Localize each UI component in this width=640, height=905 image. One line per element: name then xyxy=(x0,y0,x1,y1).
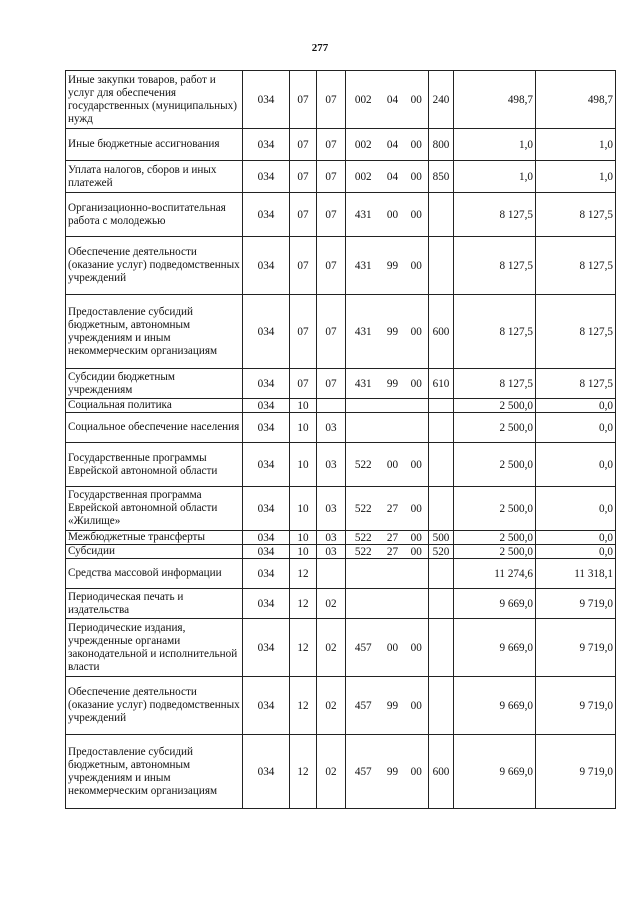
expense-type-code: 800 xyxy=(429,129,454,161)
section-code: 10 xyxy=(290,399,317,413)
row-name: Социальная политика xyxy=(66,399,243,413)
target-article-part xyxy=(381,559,405,589)
sum-year-2: 8 127,5 xyxy=(536,237,616,295)
ministry-code: 034 xyxy=(243,295,290,369)
table-row xyxy=(66,589,616,619)
target-article-part: 00 xyxy=(405,71,429,129)
ministry-code: 034 xyxy=(243,487,290,531)
table-row xyxy=(66,193,616,237)
table-row xyxy=(66,161,616,193)
subsection-code: 07 xyxy=(317,161,346,193)
sum-year-1: 9 669,0 xyxy=(454,619,536,677)
table-row xyxy=(66,545,616,559)
table-row xyxy=(66,413,616,443)
target-article-part xyxy=(346,399,381,413)
sum-year-2: 0,0 xyxy=(536,545,616,559)
target-article-part: 00 xyxy=(381,193,405,237)
budget-table xyxy=(65,70,616,809)
row-name: Организационно-воспитательная работа с молодежью xyxy=(66,193,243,237)
sum-year-2: 1,0 xyxy=(536,129,616,161)
target-article-part: 04 xyxy=(381,161,405,193)
sum-year-2: 498,7 xyxy=(536,71,616,129)
expense-type-code: 500 xyxy=(429,531,454,545)
target-article-part: 04 xyxy=(381,129,405,161)
sum-year-1: 2 500,0 xyxy=(454,399,536,413)
target-article-part: 00 xyxy=(405,237,429,295)
table-row xyxy=(66,399,616,413)
row-name: Государственная программа Еврейской автономной области «Жилище» xyxy=(66,487,243,531)
target-article-part: 002 xyxy=(346,71,381,129)
target-article-part: 00 xyxy=(405,193,429,237)
subsection-code: 02 xyxy=(317,735,346,809)
section-code: 10 xyxy=(290,531,317,545)
sum-year-1: 8 127,5 xyxy=(454,237,536,295)
expense-type-code xyxy=(429,559,454,589)
target-article-part xyxy=(405,559,429,589)
section-code: 12 xyxy=(290,589,317,619)
target-article-part xyxy=(405,589,429,619)
table-row xyxy=(66,237,616,295)
sum-year-1: 9 669,0 xyxy=(454,735,536,809)
sum-year-1: 2 500,0 xyxy=(454,413,536,443)
target-article-part: 99 xyxy=(381,237,405,295)
sum-year-2: 0,0 xyxy=(536,443,616,487)
sum-year-2: 0,0 xyxy=(536,399,616,413)
target-article-part: 522 xyxy=(346,443,381,487)
target-article-part: 00 xyxy=(405,545,429,559)
target-article-part: 522 xyxy=(346,487,381,531)
expense-type-code xyxy=(429,237,454,295)
subsection-code: 03 xyxy=(317,487,346,531)
target-article-part: 00 xyxy=(405,129,429,161)
sum-year-2: 0,0 xyxy=(536,531,616,545)
ministry-code: 034 xyxy=(243,735,290,809)
expense-type-code: 610 xyxy=(429,369,454,399)
sum-year-1: 1,0 xyxy=(454,161,536,193)
sum-year-1: 8 127,5 xyxy=(454,295,536,369)
sum-year-1: 1,0 xyxy=(454,129,536,161)
row-name: Периодические издания, учрежденные органами законодательной и исполнительной власти xyxy=(66,619,243,677)
target-article-part: 27 xyxy=(381,531,405,545)
section-code: 12 xyxy=(290,619,317,677)
section-code: 10 xyxy=(290,545,317,559)
target-article-part: 99 xyxy=(381,677,405,735)
ministry-code: 034 xyxy=(243,161,290,193)
sum-year-2: 9 719,0 xyxy=(536,619,616,677)
target-article-part: 431 xyxy=(346,193,381,237)
page-number: 277 xyxy=(311,42,329,54)
expense-type-code xyxy=(429,619,454,677)
expense-type-code xyxy=(429,399,454,413)
sum-year-2: 0,0 xyxy=(536,487,616,531)
sum-year-1: 2 500,0 xyxy=(454,443,536,487)
row-name: Уплата налогов, сборов и иных платежей xyxy=(66,161,243,193)
target-article-part: 457 xyxy=(346,619,381,677)
expense-type-code xyxy=(429,443,454,487)
target-article-part: 522 xyxy=(346,531,381,545)
target-article-part: 00 xyxy=(405,369,429,399)
row-name: Иные бюджетные ассигнования xyxy=(66,129,243,161)
subsection-code: 02 xyxy=(317,619,346,677)
table-row xyxy=(66,531,616,545)
sum-year-1: 9 669,0 xyxy=(454,589,536,619)
target-article-part: 99 xyxy=(381,369,405,399)
subsection-code: 07 xyxy=(317,369,346,399)
ministry-code: 034 xyxy=(243,193,290,237)
section-code: 07 xyxy=(290,237,317,295)
subsection-code: 03 xyxy=(317,531,346,545)
target-article-part: 431 xyxy=(346,369,381,399)
table-row xyxy=(66,129,616,161)
ministry-code: 034 xyxy=(243,443,290,487)
section-code: 07 xyxy=(290,369,317,399)
subsection-code: 07 xyxy=(317,71,346,129)
subsection-code: 02 xyxy=(317,677,346,735)
sum-year-2: 9 719,0 xyxy=(536,677,616,735)
ministry-code: 034 xyxy=(243,677,290,735)
subsection-code: 07 xyxy=(317,237,346,295)
target-article-part xyxy=(381,589,405,619)
subsection-code: 03 xyxy=(317,545,346,559)
table-row xyxy=(66,443,616,487)
sum-year-2: 8 127,5 xyxy=(536,193,616,237)
row-name: Периодическая печать и издательства xyxy=(66,589,243,619)
ministry-code: 034 xyxy=(243,129,290,161)
section-code: 10 xyxy=(290,487,317,531)
section-code: 10 xyxy=(290,443,317,487)
section-code: 12 xyxy=(290,735,317,809)
ministry-code: 034 xyxy=(243,71,290,129)
sum-year-1: 498,7 xyxy=(454,71,536,129)
target-article-part: 00 xyxy=(381,443,405,487)
table-row xyxy=(66,559,616,589)
expense-type-code xyxy=(429,677,454,735)
ministry-code: 034 xyxy=(243,559,290,589)
target-article-part: 00 xyxy=(405,531,429,545)
section-code: 10 xyxy=(290,413,317,443)
row-name: Субсидии xyxy=(66,545,243,559)
sum-year-2: 9 719,0 xyxy=(536,589,616,619)
target-article-part: 457 xyxy=(346,735,381,809)
row-name: Социальное обеспечение населения xyxy=(66,413,243,443)
table-row xyxy=(66,619,616,677)
sum-year-1: 2 500,0 xyxy=(454,545,536,559)
target-article-part xyxy=(346,559,381,589)
sum-year-2: 8 127,5 xyxy=(536,369,616,399)
target-article-part: 00 xyxy=(405,487,429,531)
target-article-part: 431 xyxy=(346,295,381,369)
ministry-code: 034 xyxy=(243,531,290,545)
target-article-part: 27 xyxy=(381,487,405,531)
section-code: 07 xyxy=(290,71,317,129)
target-article-part: 431 xyxy=(346,237,381,295)
target-article-part: 00 xyxy=(405,161,429,193)
sum-year-1: 2 500,0 xyxy=(454,487,536,531)
ministry-code: 034 xyxy=(243,369,290,399)
sum-year-2: 11 318,1 xyxy=(536,559,616,589)
row-name: Государственные программы Еврейской автономной области xyxy=(66,443,243,487)
table-row xyxy=(66,677,616,735)
sum-year-1: 2 500,0 xyxy=(454,531,536,545)
table-row xyxy=(66,71,616,129)
target-article-part xyxy=(405,399,429,413)
section-code: 12 xyxy=(290,559,317,589)
target-article-part: 00 xyxy=(381,619,405,677)
expense-type-code: 520 xyxy=(429,545,454,559)
target-article-part: 002 xyxy=(346,129,381,161)
row-name: Субсидии бюджетным учреждениям xyxy=(66,369,243,399)
subsection-code xyxy=(317,399,346,413)
section-code: 07 xyxy=(290,193,317,237)
expense-type-code xyxy=(429,193,454,237)
target-article-part: 00 xyxy=(405,443,429,487)
row-name: Средства массовой информации xyxy=(66,559,243,589)
subsection-code: 02 xyxy=(317,589,346,619)
target-article-part: 002 xyxy=(346,161,381,193)
target-article-part xyxy=(381,399,405,413)
ministry-code: 034 xyxy=(243,413,290,443)
ministry-code: 034 xyxy=(243,589,290,619)
table-row xyxy=(66,295,616,369)
ministry-code: 034 xyxy=(243,545,290,559)
target-article-part: 99 xyxy=(381,295,405,369)
table-body xyxy=(66,71,616,809)
table-row xyxy=(66,487,616,531)
target-article-part xyxy=(346,413,381,443)
row-name: Обеспечение деятельности (оказание услуг) подведомственных учреждений xyxy=(66,237,243,295)
section-code: 07 xyxy=(290,295,317,369)
target-article-part: 00 xyxy=(405,677,429,735)
expense-type-code xyxy=(429,487,454,531)
target-article-part: 00 xyxy=(405,619,429,677)
expense-type-code xyxy=(429,589,454,619)
section-code: 07 xyxy=(290,161,317,193)
target-article-part xyxy=(346,589,381,619)
sum-year-2: 9 719,0 xyxy=(536,735,616,809)
row-name: Иные закупки товаров, работ и услуг для обеспечения государственных (муниципальных) нужд xyxy=(66,71,243,129)
table-row xyxy=(66,369,616,399)
subsection-code: 07 xyxy=(317,193,346,237)
target-article-part: 00 xyxy=(405,735,429,809)
target-article-part: 00 xyxy=(405,295,429,369)
subsection-code: 03 xyxy=(317,413,346,443)
expense-type-code: 240 xyxy=(429,71,454,129)
sum-year-2: 0,0 xyxy=(536,413,616,443)
row-name: Межбюджетные трансферты xyxy=(66,531,243,545)
expense-type-code xyxy=(429,413,454,443)
section-code: 12 xyxy=(290,677,317,735)
target-article-part: 27 xyxy=(381,545,405,559)
expense-type-code: 600 xyxy=(429,295,454,369)
sum-year-1: 8 127,5 xyxy=(454,369,536,399)
sum-year-1: 11 274,6 xyxy=(454,559,536,589)
target-article-part: 457 xyxy=(346,677,381,735)
target-article-part xyxy=(381,413,405,443)
target-article-part: 04 xyxy=(381,71,405,129)
subsection-code: 07 xyxy=(317,129,346,161)
row-name: Обеспечение деятельности (оказание услуг) подведомственных учреждений xyxy=(66,677,243,735)
ministry-code: 034 xyxy=(243,399,290,413)
section-code: 07 xyxy=(290,129,317,161)
row-name: Предоставление субсидий бюджетным, автономным учреждениям и иным некоммерческим организациям xyxy=(66,735,243,809)
expense-type-code: 600 xyxy=(429,735,454,809)
sum-year-1: 8 127,5 xyxy=(454,193,536,237)
table-row xyxy=(66,735,616,809)
ministry-code: 034 xyxy=(243,619,290,677)
subsection-code xyxy=(317,559,346,589)
sum-year-2: 1,0 xyxy=(536,161,616,193)
sum-year-1: 9 669,0 xyxy=(454,677,536,735)
target-article-part: 522 xyxy=(346,545,381,559)
subsection-code: 03 xyxy=(317,443,346,487)
target-article-part: 99 xyxy=(381,735,405,809)
target-article-part xyxy=(405,413,429,443)
ministry-code: 034 xyxy=(243,237,290,295)
expense-type-code: 850 xyxy=(429,161,454,193)
subsection-code: 07 xyxy=(317,295,346,369)
sum-year-2: 8 127,5 xyxy=(536,295,616,369)
row-name: Предоставление субсидий бюджетным, автономным учреждениям и иным некоммерческим организациям xyxy=(66,295,243,369)
